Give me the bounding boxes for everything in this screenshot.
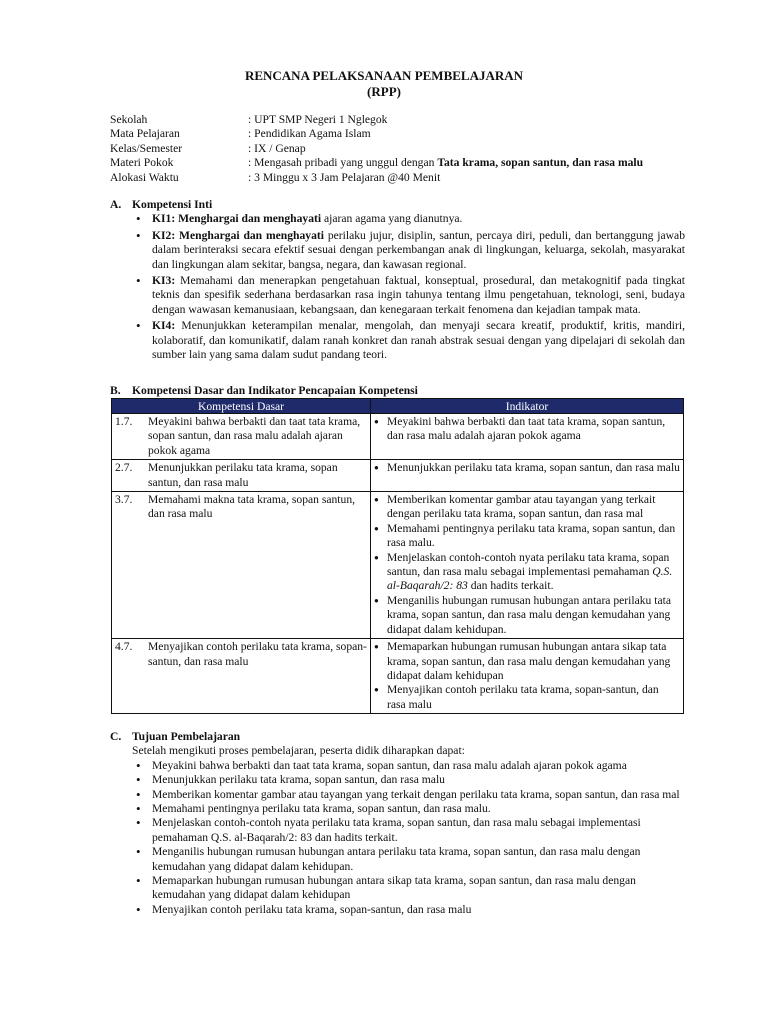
- list-item: • Memahami pentingnya perilaku tata krama, sopan santun, dan rasa malu.: [132, 802, 685, 816]
- section-heading: B. Kompetensi Dasar dan Indikator Pencapaian Kompetensi: [110, 384, 418, 397]
- title-line-2: (RPP): [367, 84, 401, 99]
- table-header-row: [112, 399, 684, 414]
- column-header-kd: Kompetensi Dasar: [112, 399, 371, 414]
- indicator-cell: [371, 460, 684, 492]
- list-item: ● Memberikan komentar gambar atau tayangan yang terkait dengan perilaku tata krama, sopan santun, dan rasa mal: [374, 493, 680, 522]
- list-item: ● Memaparkan hubungan rumusan hubungan antara sikap tata krama, sopan santun, dan rasa malu dengan kemudahan yang didapat dalam kehidupan: [374, 640, 680, 683]
- info-label: Materi Pokok: [110, 156, 174, 170]
- list-item: • Memaparkan hubungan rumusan hubungan antara sikap tata krama, sopan santun, dan rasa malu dengan kemudahan yang didapat dalam kehidupan: [132, 874, 685, 903]
- info-row-sekolah: [110, 113, 710, 127]
- section-kompetensi-inti: [110, 198, 685, 364]
- list-item: • Menunjukkan perilaku tata krama, sopan santun, dan rasa malu: [132, 773, 685, 787]
- list-item: • KI3: Memahami dan menerapkan pengetahuan faktual, konseptual, prosedural, dan metakognitif pada tingkat teknis dan spesifik sederhana berdasarkan rasa ingin tahunya tentang ilmu pengetahuan, teknologi, seni, budaya dengan wawasan kemanusiaan, kebangsaan, dan kenegaraan terkait fenomena dan kejadian tampak mata.: [132, 274, 685, 317]
- kd-cell: 2.7. Menunjukkan perilaku tata krama, sopan santun, dan rasa malu: [112, 460, 371, 492]
- info-row-alokasi-waktu: [110, 171, 710, 185]
- ki-list: [110, 212, 685, 362]
- info-row-mata-pelajaran: [110, 127, 710, 141]
- info-label: Alokasi Waktu: [110, 170, 179, 184]
- section-heading: A. Kompetensi Inti: [110, 198, 213, 211]
- info-row-materi-pokok: [110, 156, 710, 170]
- kd-indicator-table: [111, 398, 684, 714]
- list-item: • KI1: Menghargai dan menghayati ajaran agama yang dianutnya.: [132, 212, 685, 226]
- info-label: Sekolah: [110, 113, 148, 126]
- kd-cell: 1.7. Meyakini bahwa berbakti dan taat tata krama, sopan santun, dan rasa malu adalah ajaran pokok agama: [112, 414, 371, 460]
- list-item: ● Menganilis hubungan rumusan hubungan antara perilaku tata krama, sopan santun, dan rasa malu dengan kemudahan yang didapat dalam kehidupan.: [374, 594, 680, 637]
- list-item: • KI2: Menghargai dan menghayati perilaku jujur, disiplin, santun, percaya diri, peduli, dan bertanggung jawab dalam berinteraksi secara efektif sesuai dengan perkembangan anak di lingkungan, keluarga, sekolah, masyarakat dan lingkungan alam sekitar, bangsa, negara, dan kawasan regional.: [132, 229, 685, 272]
- document-title: [0, 68, 768, 100]
- info-label: Kelas/Semester: [110, 141, 183, 155]
- table-row: [112, 460, 684, 492]
- list-item: ● Meyakini bahwa berbakti dan taat tata krama, sopan santun, dan rasa malu adalah ajaran pokok agama: [374, 415, 680, 444]
- section-kd-heading: [110, 384, 685, 398]
- list-item: • Menyajikan contoh perilaku tata krama, sopan-santun, dan rasa malu: [132, 903, 685, 917]
- table-row: [112, 639, 684, 714]
- table-row: [112, 492, 684, 639]
- list-item: ● Menyajikan contoh perilaku tata krama, sopan-santun, dan rasa malu: [374, 683, 680, 712]
- kd-cell: 4.7. Menyajikan contoh perilaku tata krama, sopan-santun, dan rasa malu: [112, 639, 371, 714]
- list-item: ● Memahami pentingnya perilaku tata krama, sopan santun, dan rasa malu.: [374, 522, 680, 551]
- list-item: ● Menunjukkan perilaku tata krama, sopan santun, dan rasa malu: [374, 461, 680, 475]
- tujuan-list: [110, 759, 685, 917]
- column-header-indikator: Indikator: [371, 399, 684, 414]
- indicator-cell: [371, 492, 684, 639]
- table-row: [112, 414, 684, 460]
- info-label: Mata Pelajaran: [110, 127, 180, 141]
- list-item: • Menganilis hubungan rumusan hubungan antara perilaku tata krama, sopan santun, dan rasa malu dengan kemudahan yang didapat dalam kehidupan.: [132, 845, 685, 874]
- info-value: : 3 Minggu x 3 Jam Pelajaran @40 Menit: [248, 170, 441, 184]
- indicator-cell: [371, 414, 684, 460]
- list-item: ● Menjelaskan contoh-contoh nyata perilaku tata krama, sopan santun, dan rasa malu sebagai implementasi pemahaman Q.S. al-Baqarah/2: 83 dan hadits terkait.: [374, 551, 680, 594]
- section-tujuan-pembelajaran: [110, 730, 685, 917]
- identity-block: [110, 113, 710, 185]
- info-value: : IX / Genap: [248, 141, 306, 155]
- list-item: • Memberikan komentar gambar atau tayangan yang terkait dengan perilaku tata krama, sopan santun, dan rasa mal: [132, 788, 685, 802]
- info-value: : UPT SMP Negeri 1 Nglegok: [248, 113, 388, 126]
- info-value: : Mengasah pribadi yang unggul dengan Tata krama, sopan santun, dan rasa malu: [248, 156, 644, 170]
- list-item: • Menjelaskan contoh-contoh nyata perilaku tata krama, sopan santun, dan rasa malu sebagai implementasi pemahaman Q.S. al-Baqarah/2: 83 dan hadits terkait.: [132, 816, 685, 845]
- info-value: : Pendidikan Agama Islam: [248, 127, 371, 141]
- info-row-kelas-semester: [110, 142, 710, 156]
- list-item: • KI4: Menunjukkan keterampilan menalar, mengolah, dan menyaji secara kreatif, produktif, kritis, mandiri, kolaboratif, dan komunikatif, dalam ranah konkret dan ranah abstrak sesuai dengan yang dipelajari di sekolah dan sumber lain yang sama dalam sudut pandang teori.: [132, 319, 685, 362]
- list-item: • Meyakini bahwa berbakti dan taat tata krama, sopan santun, dan rasa malu adalah ajaran pokok agama: [132, 759, 685, 773]
- kd-cell: 3.7. Memahami makna tata krama, sopan santun, dan rasa malu: [112, 492, 371, 639]
- indicator-cell: [371, 639, 684, 714]
- title-line-1: RENCANA PELAKSANAAN PEMBELAJARAN: [244, 68, 524, 83]
- section-heading: C. Tujuan Pembelajaran: [110, 730, 241, 743]
- tujuan-intro: Setelah mengikuti proses pembelajaran, peserta didik diharapkan dapat:: [132, 744, 465, 758]
